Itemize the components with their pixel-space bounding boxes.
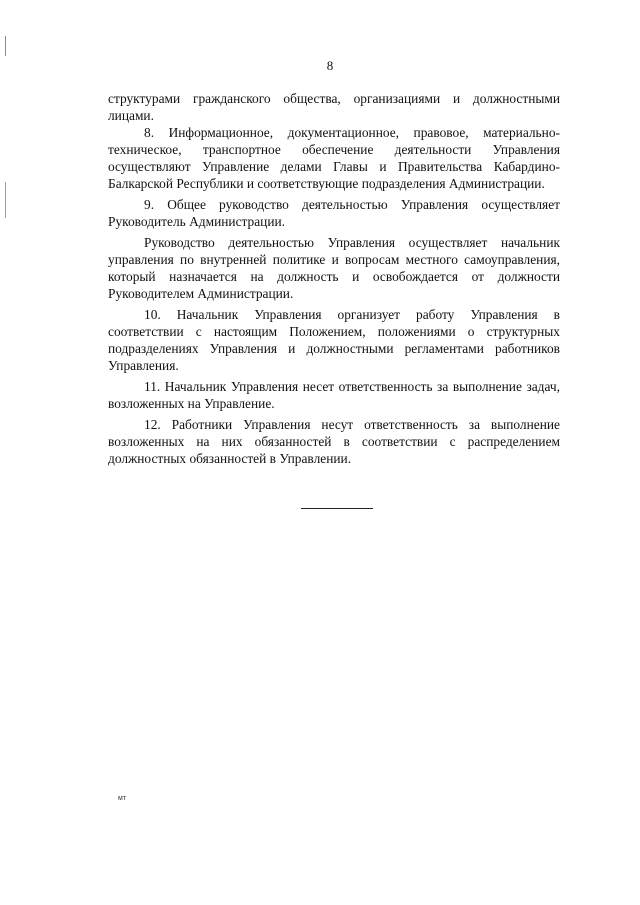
margin-scan-mark <box>5 182 6 218</box>
document-body <box>108 90 560 467</box>
paragraph-item-10: 10. Начальник Управления организует работу Управления в соответствии с настоящим Положением, положениями о структурных подразделениях Управления и должностными регламентами работников Управления. <box>108 307 560 373</box>
paragraph-item-12: 12. Работники Управления несут ответственность за выполнение возложенных на них обязанностей в соответствии с распределением должностных обязанностей в Управлении. <box>108 417 560 466</box>
paragraph-continuation: структурами гражданского общества, организациями и должностными лицами. <box>108 91 560 123</box>
paragraph-item-8: 8. Информационное, документационное, правовое, материально-техническое, транспортное обеспечение деятельности Управления осуществляют Управление делами Главы и Правительства Кабардино-Балкарской Республики и соответствующие подразделения Администрации. <box>108 125 560 191</box>
paragraph-item-9-continuation: Руководство деятельностью Управления осуществляет начальник управления по внутренней политике и вопросам местного самоуправления, который назначается на должность и освобождается от должности Руководителем Администрации. <box>108 235 560 301</box>
margin-scan-mark <box>5 36 6 56</box>
paragraph-item-9: 9. Общее руководство деятельностью Управления осуществляет Руководитель Администрации. <box>108 197 560 229</box>
paragraph-item-11: 11. Начальник Управления несет ответственность за выполнение задач, возложенных на Управление. <box>108 379 560 411</box>
footer-code: мт <box>118 795 127 802</box>
page-number: 8 <box>326 58 334 73</box>
end-separator-line <box>301 508 373 509</box>
